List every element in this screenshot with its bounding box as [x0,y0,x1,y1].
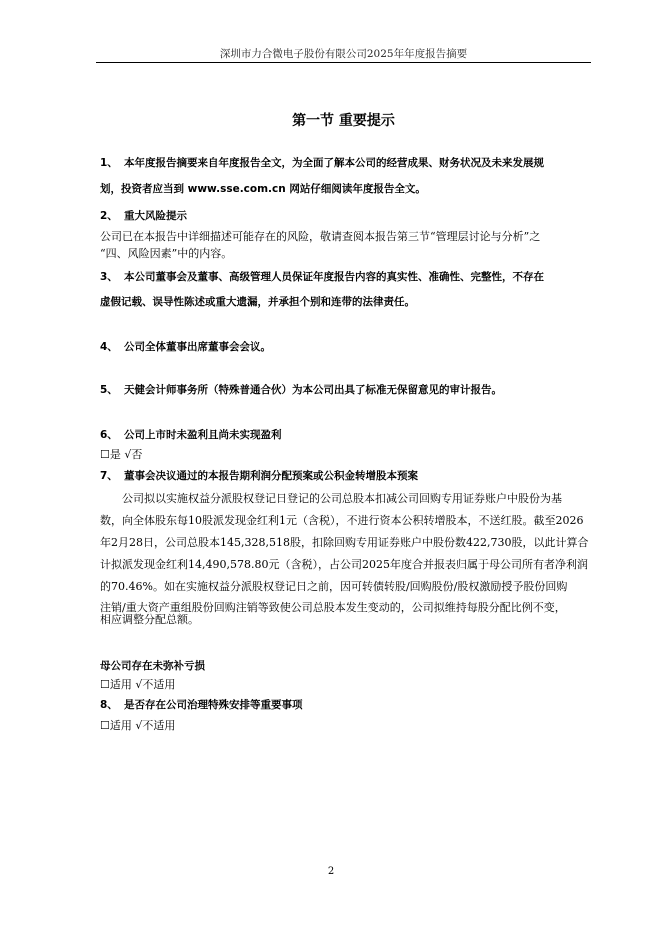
item-4-line [100,340,271,354]
item-5-line [100,383,502,397]
item-3-line-1 [100,270,544,284]
section-title: 第一节 重要提示 [292,113,395,129]
item-8-heading-line [100,698,303,712]
item-1-number: 1、 [100,157,118,169]
item-7-paragraph-line-1: 公司拟以实施权益分派股权登记日登记的公司总股本扣减公司回购专用证券账户中股份为基 [122,492,562,505]
item-6-heading: 公司上市时未盈利且尚未实现盈利 [124,429,282,441]
item-4-number: 4、 [100,341,118,353]
item-8-number: 8、 [100,699,118,711]
item-2-heading-line [100,209,187,223]
item-5-text: 天健会计师事务所（特殊普通合伙）为本公司出具了标准无保留意见的审计报告。 [124,384,502,396]
item-7-paragraph-line-3: 年2月28日，公司总股本145,328,518股，扣除回购专用证券账户中股份数422,730股，以此计算合 [100,536,589,549]
item-7-heading: 董事会决议通过的本报告期利润分配预案或公积金转增股本预案 [124,470,418,482]
item-2-body-1: 公司已在本报告中详细描述可能存在的风险，敬请查阅本报告第三节“管理层讨论与分析”之 [100,230,541,243]
item-6-choice: ☐是 √否 [100,448,143,461]
page-header: 深圳市力合微电子股份有限公司2025年年度报告摘要 [219,48,468,60]
item-3-text-1: 本公司董事会及董事、高级管理人员保证年度报告内容的真实性、准确性、完整性，不存在 [124,271,544,283]
item-4-text: 公司全体董事出席董事会会议。 [124,341,271,353]
item-7-paragraph-line-6: 注销/重大资产重组股份回购注销等致使公司总股本发生变动的，公司拟维持每股分配比例不变， [100,601,566,614]
item-1-text-1: 本年度报告摘要来自年度报告全文，为全面了解本公司的经营成果、财务状况及未来发展规 [124,157,544,169]
parent-loss-heading: 母公司存在未弥补亏损 [100,660,205,672]
item-2-body-2: “四、风险因素”中的内容。 [100,247,233,260]
item-6-heading-line [100,428,282,442]
item-7-number: 7、 [100,470,118,482]
item-3-text-2: 虚假记载、误导性陈述或重大遗漏，并承担个别和连带的法律责任。 [100,296,415,308]
item-7-paragraph-line-7: 相应调整分配总额。 [100,613,199,626]
parent-loss-choice: ☐适用 √不适用 [100,678,176,691]
item-6-number: 6、 [100,429,118,441]
item-8-heading: 是否存在公司治理特殊安排等重要事项 [124,699,303,711]
item-2-number: 2、 [100,210,118,222]
item-1-line-1 [100,156,544,170]
item-7-paragraph-line-5: 的70.46%。如在实施权益分派股权登记日之前，因可转债转股/回购股份/股权激励授予股份回购 [100,580,568,593]
item-8-choice: ☐适用 √不适用 [100,719,176,732]
item-7-paragraph-line-2: 数，向全体股东每10股派发现金红利1元（含税），不进行资本公积转增股本，不送红股。截至2026 [100,514,584,527]
item-2-heading: 重大风险提示 [124,210,187,222]
item-7-heading-line [100,469,418,483]
item-5-number: 5、 [100,384,118,396]
page-number: 2 [327,866,335,877]
header-divider [96,62,591,63]
item-7-paragraph-line-4: 计拟派发现金红利14,490,578.80元（含税），占公司2025年度合并报表归属于母公司所有者净利润 [100,558,588,571]
item-1-text-2: 划，投资者应当到 www.sse.com.cn 网站仔细阅读年度报告全文。 [100,183,426,195]
item-3-number: 3、 [100,271,118,283]
